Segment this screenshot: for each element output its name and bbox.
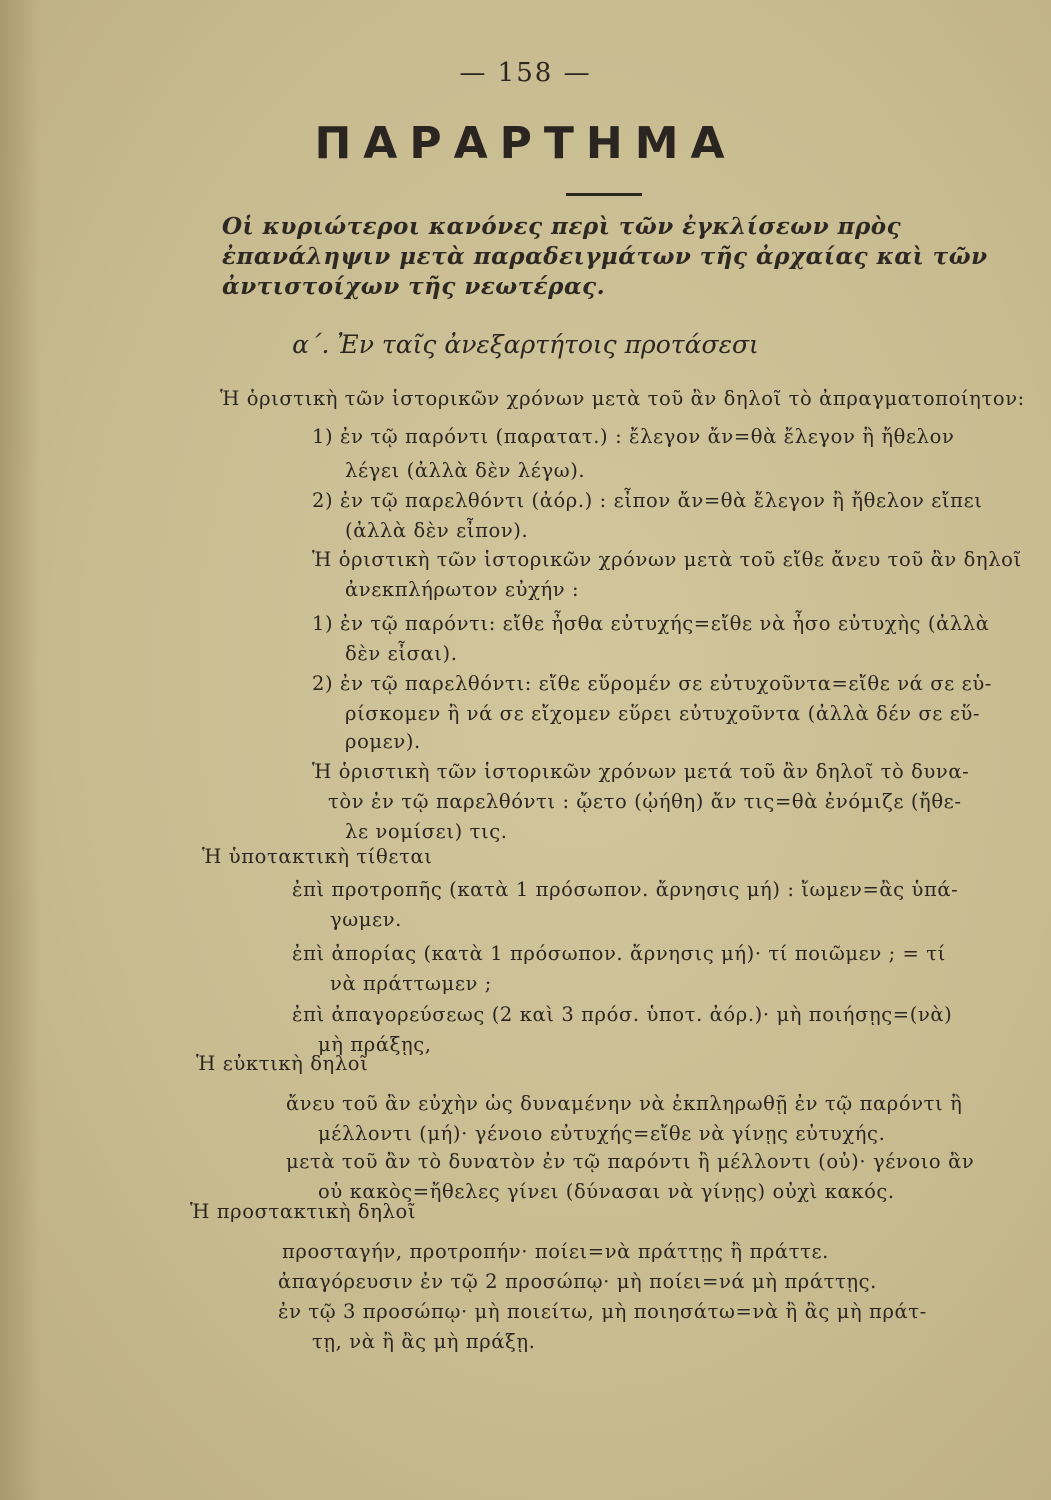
title-divider [566, 193, 642, 196]
text-line: ἐπὶ ἀπορίας (κατὰ 1 πρόσωπον. ἄρνησις μή)· τί ποιῶμεν ; = τί [292, 942, 946, 965]
text-line: ρίσκομεν ἢ νά σε εἴχομεν εὕρει εὐτυχοῦντα (ἀλλὰ δέν σε εὕ- [345, 702, 981, 725]
text-line: ρομεν). [345, 730, 421, 753]
text-line: προσταγήν, προτροπήν· ποίει=νὰ πράττῃς ἢ πράττε. [282, 1240, 829, 1263]
text-line: 1) ἐν τῷ παρόντι (παρατατ.) : ἔλεγον ἄν=θὰ ἔλεγον ἢ ἤθελον [312, 425, 955, 448]
text-line: ἀνεκπλήρωτον εὐχήν : [345, 578, 580, 601]
intro-paragraph: Οἱ κυριώτεροι κανόνες περὶ τῶν ἐγκλίσεων πρὸς ἐπανάληψιν μετὰ παραδειγμάτων τῆς ἀρχαίας καὶ τῶν ἀντιστοίχων τῆς νεωτέρας. [222, 213, 988, 300]
text-line: ἀπαγόρευσιν ἐν τῷ 2 προσώπῳ· μὴ ποίει=νά μὴ πράττῃς. [278, 1270, 877, 1293]
text-line: ἐν τῷ 3 προσώπῳ· μὴ ποιείτω, μὴ ποιησάτω=νὰ ἢ ἂς μὴ πράτ- [278, 1300, 927, 1323]
text-line: 1) ἐν τῷ παρόντι: εἴθε ἦσθα εὐτυχής=εἴθε νὰ ἦσο εὐτυχὴς (ἀλλὰ [312, 612, 990, 635]
text-line: Ἡ ὁριστικὴ τῶν ἱστορικῶν χρόνων μετὰ τοῦ ἂν δηλοῖ τὸ ἀπραγματοποίητον: [220, 387, 1025, 410]
text-line: 2) ἐν τῷ παρελθόντι: εἴθε εὕρομέν σε εὐτυχοῦντα=εἴθε νά σε εὑ- [312, 672, 992, 695]
text-line: ἐπὶ ἀπαγορεύσεως (2 καὶ 3 πρόσ. ὑποτ. ἀόρ.)· μὴ ποιήσῃς=(νὰ) [292, 1003, 953, 1026]
text-line: ἐπὶ προτροπῆς (κατὰ 1 πρόσωπον. ἄρνησις μή) : ἴωμεν=ἂς ὑπά- [292, 878, 959, 901]
text-line: μέλλοντι (μή)· γένοιο εὐτυχής=εἴθε νὰ γίνῃς εὐτυχής. [318, 1122, 886, 1145]
page-edge-shadow [0, 0, 40, 1500]
text-line: δὲν εἶσαι). [345, 642, 458, 665]
page-number: — 158 — [459, 58, 592, 88]
text-line: λε νομίσει) τις. [345, 820, 508, 843]
text-line: Ἡ εὐκτικὴ δηλοῖ [196, 1052, 369, 1075]
text-line: ἄνευ τοῦ ἂν εὐχὴν ὡς δυναμένην νὰ ἐκπληρωθῇ ἐν τῷ παρόντι ἢ [286, 1092, 963, 1115]
text-line: νὰ πράττωμεν ; [330, 972, 492, 995]
text-line: μὴ πράξῃς, [318, 1033, 432, 1056]
text-line: (ἀλλὰ δὲν εἶπον). [345, 519, 529, 542]
text-line: Ἡ ὑποτακτικὴ τίθεται [202, 845, 433, 868]
section-heading: α΄. Ἐν ταῖς ἀνεξαρτήτοις προτάσεσι [292, 330, 759, 359]
text-line: Ἡ ὁριστικὴ τῶν ἱστορικῶν χρόνων μετὰ τοῦ εἴθε ἄνευ τοῦ ἂν δηλοῖ [312, 548, 1022, 571]
text-line: Ἡ προστακτικὴ δηλοῖ [190, 1200, 417, 1223]
page-title: ΠΑΡΑΡΤΗΜΑ [314, 118, 737, 169]
text-line: γωμεν. [330, 908, 402, 931]
text-line: μετὰ τοῦ ἂν τὸ δυνατὸν ἐν τῷ παρόντι ἢ μέλλοντι (οὐ)· γένοιο ἂν [286, 1150, 975, 1173]
text-line: οὐ κακὸς=ἤθελες γίνει (δύνασαι νὰ γίνῃς) οὐχὶ κακός. [318, 1180, 895, 1203]
text-line: τῃ, νὰ ἢ ἂς μὴ πράξῃ. [312, 1330, 536, 1353]
text-line: Ἡ ὁριστικὴ τῶν ἱστορικῶν χρόνων μετά τοῦ ἂν δηλοῖ τὸ δυνα- [312, 760, 970, 783]
text-line: τὸν ἐν τῷ παρελθόντι : ᾤετο (ᾠήθη) ἄν τις=θὰ ἐνόμιζε (ἤθε- [328, 790, 962, 813]
text-line: 2) ἐν τῷ παρελθόντι (ἀόρ.) : εἶπον ἄν=θὰ ἔλεγον ἢ ἤθελον εἴπει [312, 489, 983, 512]
text-line: λέγει (ἀλλὰ δὲν λέγω). [345, 459, 586, 482]
